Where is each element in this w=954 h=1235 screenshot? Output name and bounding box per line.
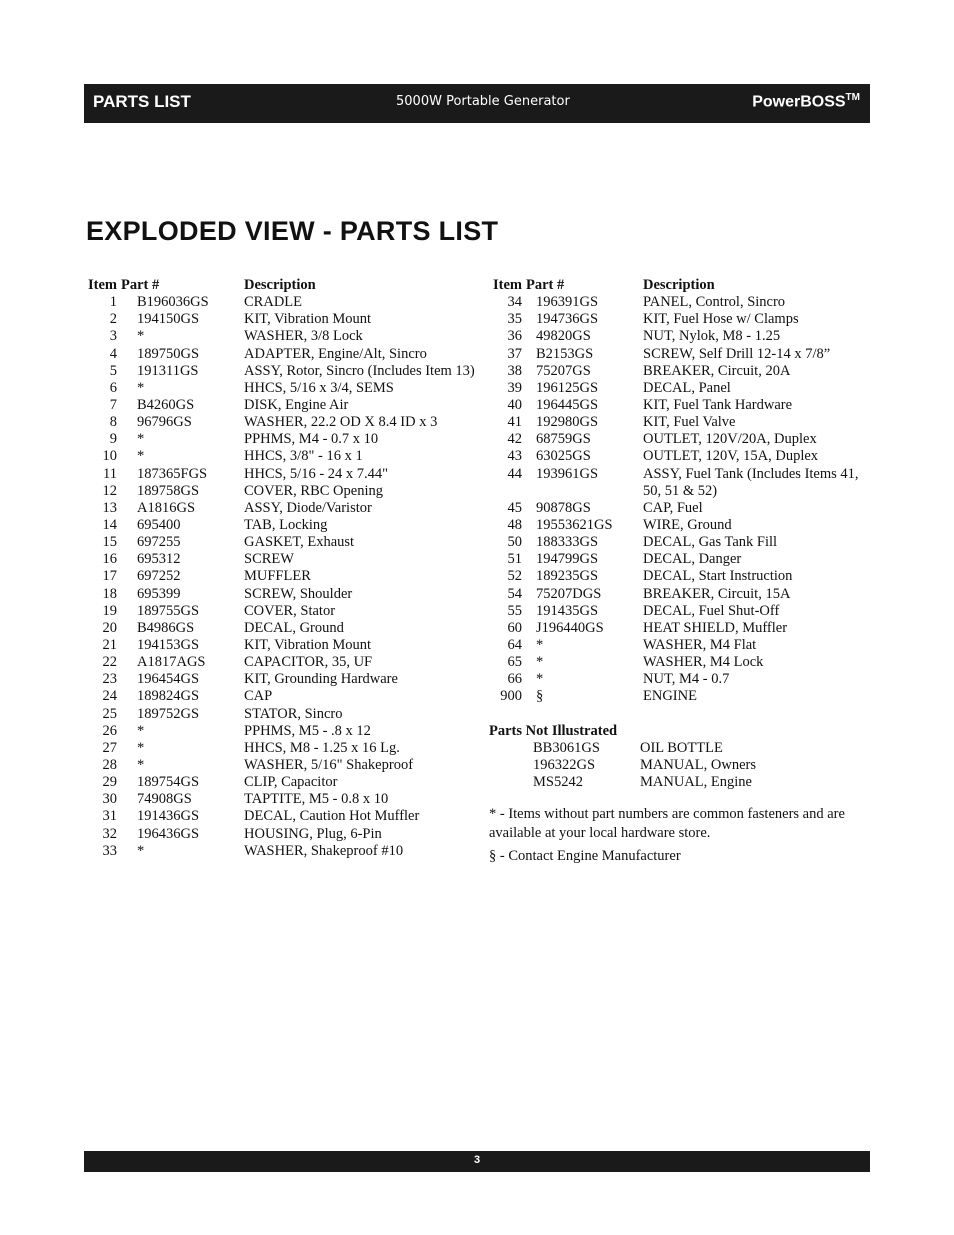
table-row [493,328,859,345]
item-number: 32 [102,825,117,842]
item-number: 60 [507,619,522,636]
table-row [493,294,859,311]
part-description: CAPACITOR, 35, UF [244,654,373,671]
part-number: B2153GS [536,345,594,362]
section-note: § - Contact Engine Manufacturer [489,848,681,864]
part-number: 191435GS [536,602,599,619]
part-description: OUTLET, 120V/20A, Duplex [643,431,817,448]
part-number: B4260GS [137,396,195,413]
parts-table-right-body [493,294,859,705]
item-number: 6 [109,379,117,396]
part-description: BREAKER, Circuit, 15A [643,585,791,602]
part-description: KIT, Fuel Valve [643,414,736,431]
table-row [88,328,475,345]
header-bar [84,84,870,123]
table-row [88,551,475,568]
table-row [88,586,475,603]
part-description: ASSY, Rotor, Sincro (Includes Item 13) [244,362,475,379]
table-row [493,671,859,688]
description-header: Description [643,277,715,293]
part-description: NUT, Nylok, M8 - 1.25 [643,328,781,345]
table-row [88,363,475,380]
part-description: KIT, Vibration Mount [244,636,372,653]
table-row [88,808,475,825]
item-number: 43 [507,448,522,465]
part-header: Part # [121,277,160,293]
part-number: * [536,636,544,653]
table-row [493,517,859,534]
part-description: KIT, Grounding Hardware [244,671,398,688]
part-description: KIT, Vibration Mount [244,311,372,328]
table-row [493,586,859,603]
part-number [522,483,643,500]
part-description: KIT, Fuel Tank Hardware [643,396,793,413]
list-item [489,740,756,757]
table-row [493,688,859,705]
part-header: Part # [526,277,565,293]
parts-table-left [88,277,475,860]
part-description: HEAT SHIELD, Muffler [643,619,788,636]
table-row [88,483,475,500]
part-number: * [536,654,544,671]
item-header: Item [493,277,522,293]
part-number: * [137,842,145,859]
brand-name: PowerBOSS [752,93,846,111]
item-number: 50 [507,534,522,551]
part-number: 196445GS [536,396,599,413]
item-number: 31 [102,808,117,825]
table-row [88,346,475,363]
part-number: 192980GS [536,414,599,431]
table-row [493,637,859,654]
footer-bar [84,1151,870,1172]
item-number: 66 [507,671,522,688]
table-row [88,774,475,791]
section-title: PARTS LIST [93,92,191,111]
table-row [88,620,475,637]
description-header: Description [244,277,316,293]
item-number: 7 [109,396,117,413]
item-number: 1 [109,294,117,311]
part-number: 49820GS [536,328,591,345]
item-number: 41 [507,414,522,431]
item-number: 24 [102,688,117,705]
part-number: 196322GS [533,757,596,774]
part-description: WASHER, 3/8 Lock [244,328,363,345]
part-description: HHCS, 3/8" - 16 x 1 [244,448,363,465]
table-row [88,431,475,448]
parts-not-illustrated [489,723,756,791]
table-row [493,483,859,500]
table-row [88,826,475,843]
table-row [493,448,859,465]
table-row [493,620,859,637]
list-item [489,757,756,774]
part-number: 191436GS [137,808,200,825]
part-number: * [137,328,145,345]
part-description: KIT, Fuel Hose w/ Clamps [643,311,799,328]
item-number: 9 [109,431,117,448]
table-row [88,791,475,808]
part-number: A1816GS [137,499,196,516]
part-number: 695312 [137,551,181,568]
table-row [88,534,475,551]
part-number: 697255 [137,534,181,551]
item-number: 36 [507,328,522,345]
page-title: EXPLODED VIEW - PARTS LIST [86,216,499,246]
table-row [493,346,859,363]
table-row [88,671,475,688]
part-number: * [137,722,145,739]
table-row [88,414,475,431]
part-number: 189752GS [137,705,200,722]
part-number: 63025GS [536,448,591,465]
item-number: 5 [109,362,117,379]
table-row [88,500,475,517]
item-number [493,483,522,500]
item-number: 42 [507,431,522,448]
item-number: 33 [102,842,117,859]
item-number: 900 [500,688,522,705]
part-description: DISK, Engine Air [244,396,349,413]
item-number: 51 [507,551,522,568]
brand-logo [752,92,860,111]
part-number: 189755GS [137,602,200,619]
part-description: PPHMS, M4 - 0.7 x 10 [244,431,379,448]
part-description: HHCS, 5/16 x 3/4, SEMS [244,379,394,396]
table-row [88,466,475,483]
footnotes [489,805,869,870]
part-number: 695400 [137,516,181,533]
item-number: 54 [507,585,522,602]
table-row [493,414,859,431]
part-number: 189824GS [137,688,200,705]
item-number: 55 [507,602,522,619]
item-number: 10 [102,448,117,465]
part-description: MANUAL, Owners [640,757,756,774]
part-number: 196454GS [137,671,200,688]
part-number: 193961GS [536,465,599,482]
part-description: HHCS, 5/16 - 24 x 7.44" [244,465,389,482]
part-description: DECAL, Start Instruction [643,568,793,585]
part-number: 189235GS [536,568,599,585]
part-description: OUTLET, 120V, 15A, Duplex [643,448,819,465]
table-row [493,466,859,483]
table-header-row [493,277,859,294]
item-number: 13 [102,499,117,516]
part-description: OIL BOTTLE [640,740,723,756]
part-number: 189754GS [137,774,200,791]
part-description: HOUSING, Plug, 6-Pin [244,825,382,842]
item-number: 26 [102,722,117,739]
part-number: B196036GS [137,294,209,311]
not-illustrated-list [489,740,756,791]
part-description: BREAKER, Circuit, 20A [643,362,791,379]
item-number: 35 [507,311,522,328]
part-number: 695399 [137,585,181,602]
item-number: 12 [102,482,117,499]
part-number: 196436GS [137,825,200,842]
part-description: DECAL, Gas Tank Fill [643,534,778,551]
table-row [88,311,475,328]
item-number: 21 [102,636,117,653]
part-description: STATOR, Sincro [244,705,343,722]
item-number: 11 [103,465,117,482]
part-number: 194150GS [137,311,200,328]
part-description: CLIP, Capacitor [244,774,338,791]
part-number: 189758GS [137,482,200,499]
part-number: 90878GS [536,499,591,516]
part-description: COVER, RBC Opening [244,482,383,499]
part-number: 75207GS [536,362,591,379]
part-description: WIRE, Ground [643,516,732,533]
part-description: ADAPTER, Engine/Alt, Sincro [244,345,427,362]
part-number: BB3061GS [533,740,600,756]
item-number: 17 [102,568,117,585]
item-number: 4 [109,345,117,362]
item-number: 30 [102,791,117,808]
part-number: * [137,379,145,396]
table-row [493,431,859,448]
item-number: 48 [507,516,522,533]
item-number: 22 [102,654,117,671]
parts-table-left-body [88,294,475,860]
table-row [493,654,859,671]
part-description: ASSY, Diode/Varistor [244,499,372,516]
part-description: WASHER, M4 Flat [643,636,757,653]
table-row [493,380,859,397]
item-number: 37 [507,345,522,362]
part-description: WASHER, 22.2 OD X 8.4 ID x 3 [244,414,438,431]
list-item [489,774,756,791]
part-description: DECAL, Ground [244,619,344,636]
part-description: 50, 51 & 52) [643,482,718,499]
part-description: TAPTITE, M5 - 0.8 x 10 [244,791,389,808]
part-description: ASSY, Fuel Tank (Includes Items 41, [643,465,859,482]
table-row [88,654,475,671]
part-number: * [137,756,145,773]
part-description: DECAL, Panel [643,379,731,396]
item-number: 15 [102,534,117,551]
part-number: 68759GS [536,431,591,448]
part-description: SCREW, Self Drill 12-14 x 7/8” [643,345,831,362]
part-number: § [536,688,544,705]
part-number: 189750GS [137,345,200,362]
item-number: 19 [102,602,117,619]
item-number: 40 [507,396,522,413]
part-description: DECAL, Danger [643,551,742,568]
part-number: J196440GS [536,619,604,636]
table-row [88,448,475,465]
table-row [88,637,475,654]
item-number: 27 [102,739,117,756]
part-description: TAB, Locking [244,516,328,533]
trademark-mark: TM [845,92,860,103]
part-number: 194736GS [536,311,599,328]
part-number: * [137,448,145,465]
part-description: WASHER, 5/16" Shakeproof [244,756,414,773]
part-description: ENGINE [643,688,697,705]
table-row [88,688,475,705]
table-row [88,517,475,534]
part-description: CAP [244,688,273,705]
table-row [493,500,859,517]
part-description: MANUAL, Engine [640,774,752,791]
page-number: 3 [473,1154,481,1166]
part-description: PPHMS, M5 - .8 x 12 [244,722,371,739]
part-description: NUT, M4 - 0.7 [643,671,730,688]
item-number: 14 [102,516,117,533]
item-number: 64 [507,636,522,653]
part-description: HHCS, M8 - 1.25 x 16 Lg. [244,739,400,756]
part-description: COVER, Stator [244,602,336,619]
item-number: 34 [507,294,522,311]
part-description: PANEL, Control, Sincro [643,294,786,311]
part-number: 196391GS [536,294,599,311]
part-number: * [137,431,145,448]
item-number: 28 [102,756,117,773]
table-row [493,568,859,585]
part-number: 191311GS [137,362,199,379]
item-number: 65 [507,654,522,671]
item-number: 52 [507,568,522,585]
item-number: 3 [109,328,117,345]
table-header-row [88,277,475,294]
table-row [88,603,475,620]
item-number: 38 [507,362,522,379]
part-number: 96796GS [137,414,192,431]
table-row [88,294,475,311]
part-description: MUFFLER [244,568,311,585]
item-number: 2 [109,311,117,328]
part-number: 187365FGS [137,465,208,482]
part-description: SCREW [244,551,294,568]
part-number: * [536,671,544,688]
item-number: 45 [507,499,522,516]
item-number: 16 [102,551,117,568]
part-number: 194153GS [137,636,200,653]
table-row [88,568,475,585]
part-description: WASHER, M4 Lock [643,654,764,671]
table-row [493,397,859,414]
part-number: 19553621GS [536,516,613,533]
part-description: DECAL, Caution Hot Muffler [244,808,420,825]
part-number: 188333GS [536,534,599,551]
item-number: 44 [507,465,522,482]
item-number: 8 [109,414,117,431]
table-row [88,843,475,860]
asterisk-note: * - Items without part numbers are common fasteners and are available at your local hardware store. [489,806,845,841]
item-number: 20 [102,619,117,636]
table-row [493,534,859,551]
part-number: 74908GS [137,791,192,808]
table-row [88,397,475,414]
part-description: GASKET, Exhaust [244,534,355,551]
table-row [493,311,859,328]
table-row [88,723,475,740]
not-illustrated-heading: Parts Not Illustrated [489,723,618,739]
part-number: 194799GS [536,551,599,568]
part-number: 697252 [137,568,181,585]
part-number: * [137,739,145,756]
part-description: DECAL, Fuel Shut-Off [643,602,780,619]
table-row [88,757,475,774]
part-description: SCREW, Shoulder [244,585,353,602]
table-row [493,603,859,620]
table-row [493,363,859,380]
table-row [493,551,859,568]
part-number: A1817AGS [137,654,206,671]
item-number: 23 [102,671,117,688]
part-number: MS5242 [533,774,583,791]
part-description: CAP, Fuel [643,499,703,516]
item-header: Item [88,277,117,293]
part-number: B4986GS [137,619,195,636]
item-number: 29 [102,774,117,791]
part-number: 75207DGS [536,585,602,602]
table-row [88,706,475,723]
table-row [88,380,475,397]
item-number: 39 [507,379,522,396]
part-number: 196125GS [536,379,599,396]
table-row [88,740,475,757]
parts-table-right [493,277,859,706]
part-description: WASHER, Shakeproof #10 [244,842,404,859]
product-name: 5000W Portable Generator [396,94,570,109]
part-description: CRADLE [244,294,302,311]
item-number: 25 [102,705,117,722]
item-number: 18 [102,585,117,602]
